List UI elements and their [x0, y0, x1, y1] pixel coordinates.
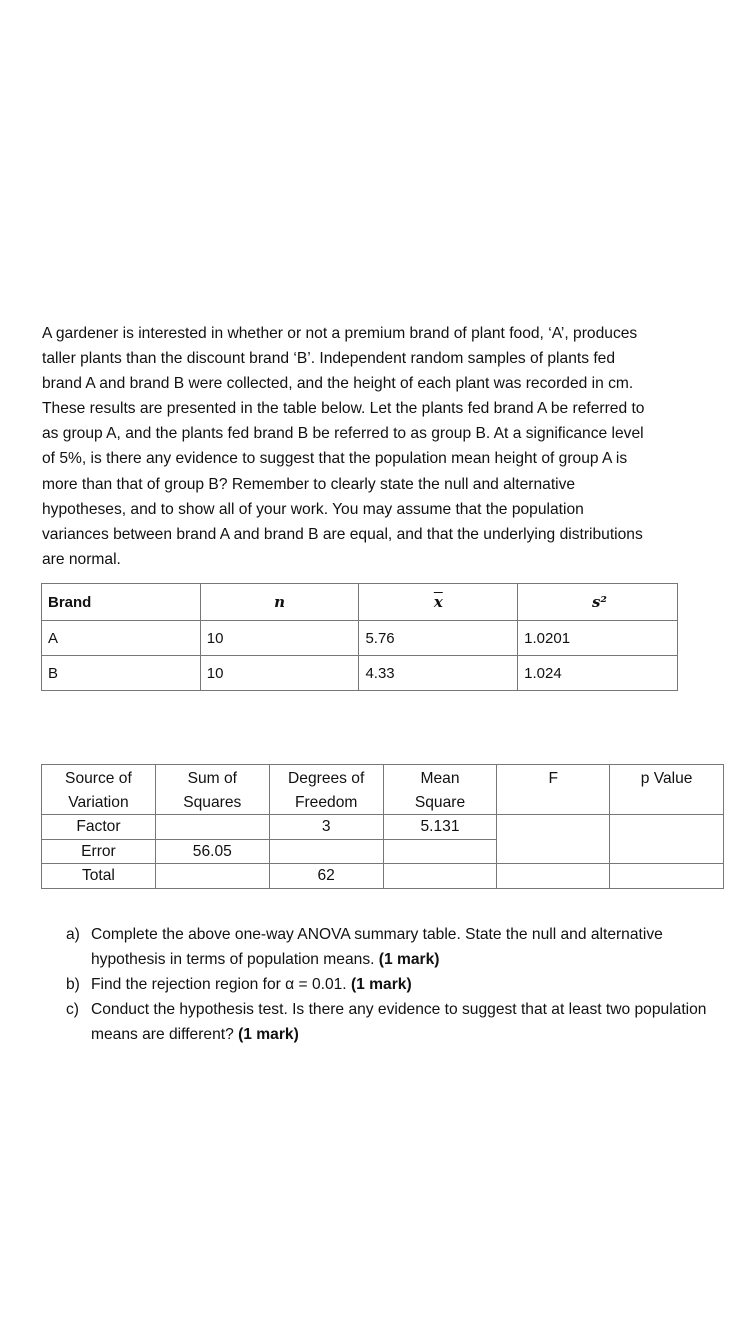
question-label: b) [66, 976, 80, 993]
cell-ms: 5.131 [383, 815, 497, 840]
cell-df: 62 [269, 864, 383, 889]
cell-f [497, 864, 610, 889]
problem-line: variances between brand A and brand B are equal, and that the underlying distributions [42, 525, 643, 543]
header-mean-square: Mean Square [383, 765, 497, 815]
cell-ss [155, 815, 269, 840]
header-brand: Brand [42, 584, 201, 621]
anova-header-row [42, 765, 724, 815]
brand-summary-table [41, 583, 678, 691]
problem-line: These results are presented in the table below. Let the plants fed brand A be referred to [42, 400, 645, 418]
question-marks: (1 mark) [350, 976, 412, 993]
problem-statement [42, 321, 732, 572]
problem-line: of 5%, is there any evidence to suggest that the population mean height of group A is [42, 450, 628, 468]
header-n: n [200, 584, 359, 621]
problem-line: are normal. [42, 550, 121, 568]
header-source: Source of Variation [42, 765, 156, 815]
cell-df: 3 [269, 815, 383, 840]
header-degrees-of-freedom: Degrees of Freedom [269, 765, 383, 815]
cell-n: 10 [200, 621, 359, 656]
question-item [66, 922, 726, 972]
cell-ms [383, 864, 497, 889]
problem-line: brand A and brand B were collected, and the height of each plant was recorded in cm. [42, 375, 634, 393]
question-item [66, 972, 726, 997]
question-item [66, 997, 726, 1047]
question-marks: (1 mark) [378, 951, 440, 968]
cell-mean: 4.33 [359, 656, 518, 691]
table-row [42, 656, 678, 691]
table-row [42, 815, 724, 840]
cell-ss: 56.05 [155, 839, 269, 864]
anova-summary-table [41, 764, 724, 889]
cell-brand: B [42, 656, 201, 691]
header-s-squared: s² [518, 584, 678, 621]
cell-variance: 1.0201 [518, 621, 678, 656]
table-header-row [42, 584, 678, 621]
question-label: a) [66, 926, 80, 943]
problem-line: taller plants than the discount brand ‘B’. Independent random samples of plants fed [42, 350, 616, 368]
table-row [42, 864, 724, 889]
xbar-symbol: $\overline{x}$ [433, 593, 443, 611]
cell-df [269, 839, 383, 864]
cell-ss [155, 864, 269, 889]
header-f: F [497, 765, 610, 815]
question-marks: (1 mark) [238, 1026, 299, 1043]
cell-n: 10 [200, 656, 359, 691]
problem-line: more than that of group B? Remember to clearly state the null and alternative [42, 475, 576, 493]
problem-line: A gardener is interested in whether or not a premium brand of plant food, ‘A’, produces [42, 325, 638, 342]
question-text: Find the rejection region for α = 0.01. [91, 976, 347, 993]
header-sum-of-squares: Sum of Squares [155, 765, 269, 815]
cell-brand: A [42, 621, 201, 656]
cell-variance: 1.024 [518, 656, 678, 691]
question-list [66, 922, 726, 1047]
question-text: Conduct the hypothesis test. Is there any evidence to suggest that at least two population means are different? [91, 1001, 707, 1043]
cell-mean: 5.76 [359, 621, 518, 656]
cell-source: Total [42, 864, 156, 889]
header-xbar [359, 584, 518, 621]
problem-line: hypotheses, and to show all of your work. You may assume that the population [42, 500, 584, 518]
cell-ms [383, 839, 497, 864]
header-p-value: p Value [610, 765, 724, 815]
cell-source: Factor [42, 815, 156, 840]
question-label: c) [66, 1001, 79, 1018]
cell-f-merged [497, 815, 610, 864]
cell-p-merged [610, 815, 724, 864]
table-row [42, 621, 678, 656]
cell-source: Error [42, 839, 156, 864]
question-text: Complete the above one-way ANOVA summary table. State the null and alternative hypothesis in terms of population means. [91, 926, 663, 968]
problem-line: as group A, and the plants fed brand B be referred to as group B. At a significance level [42, 425, 644, 443]
cell-p [610, 864, 724, 889]
